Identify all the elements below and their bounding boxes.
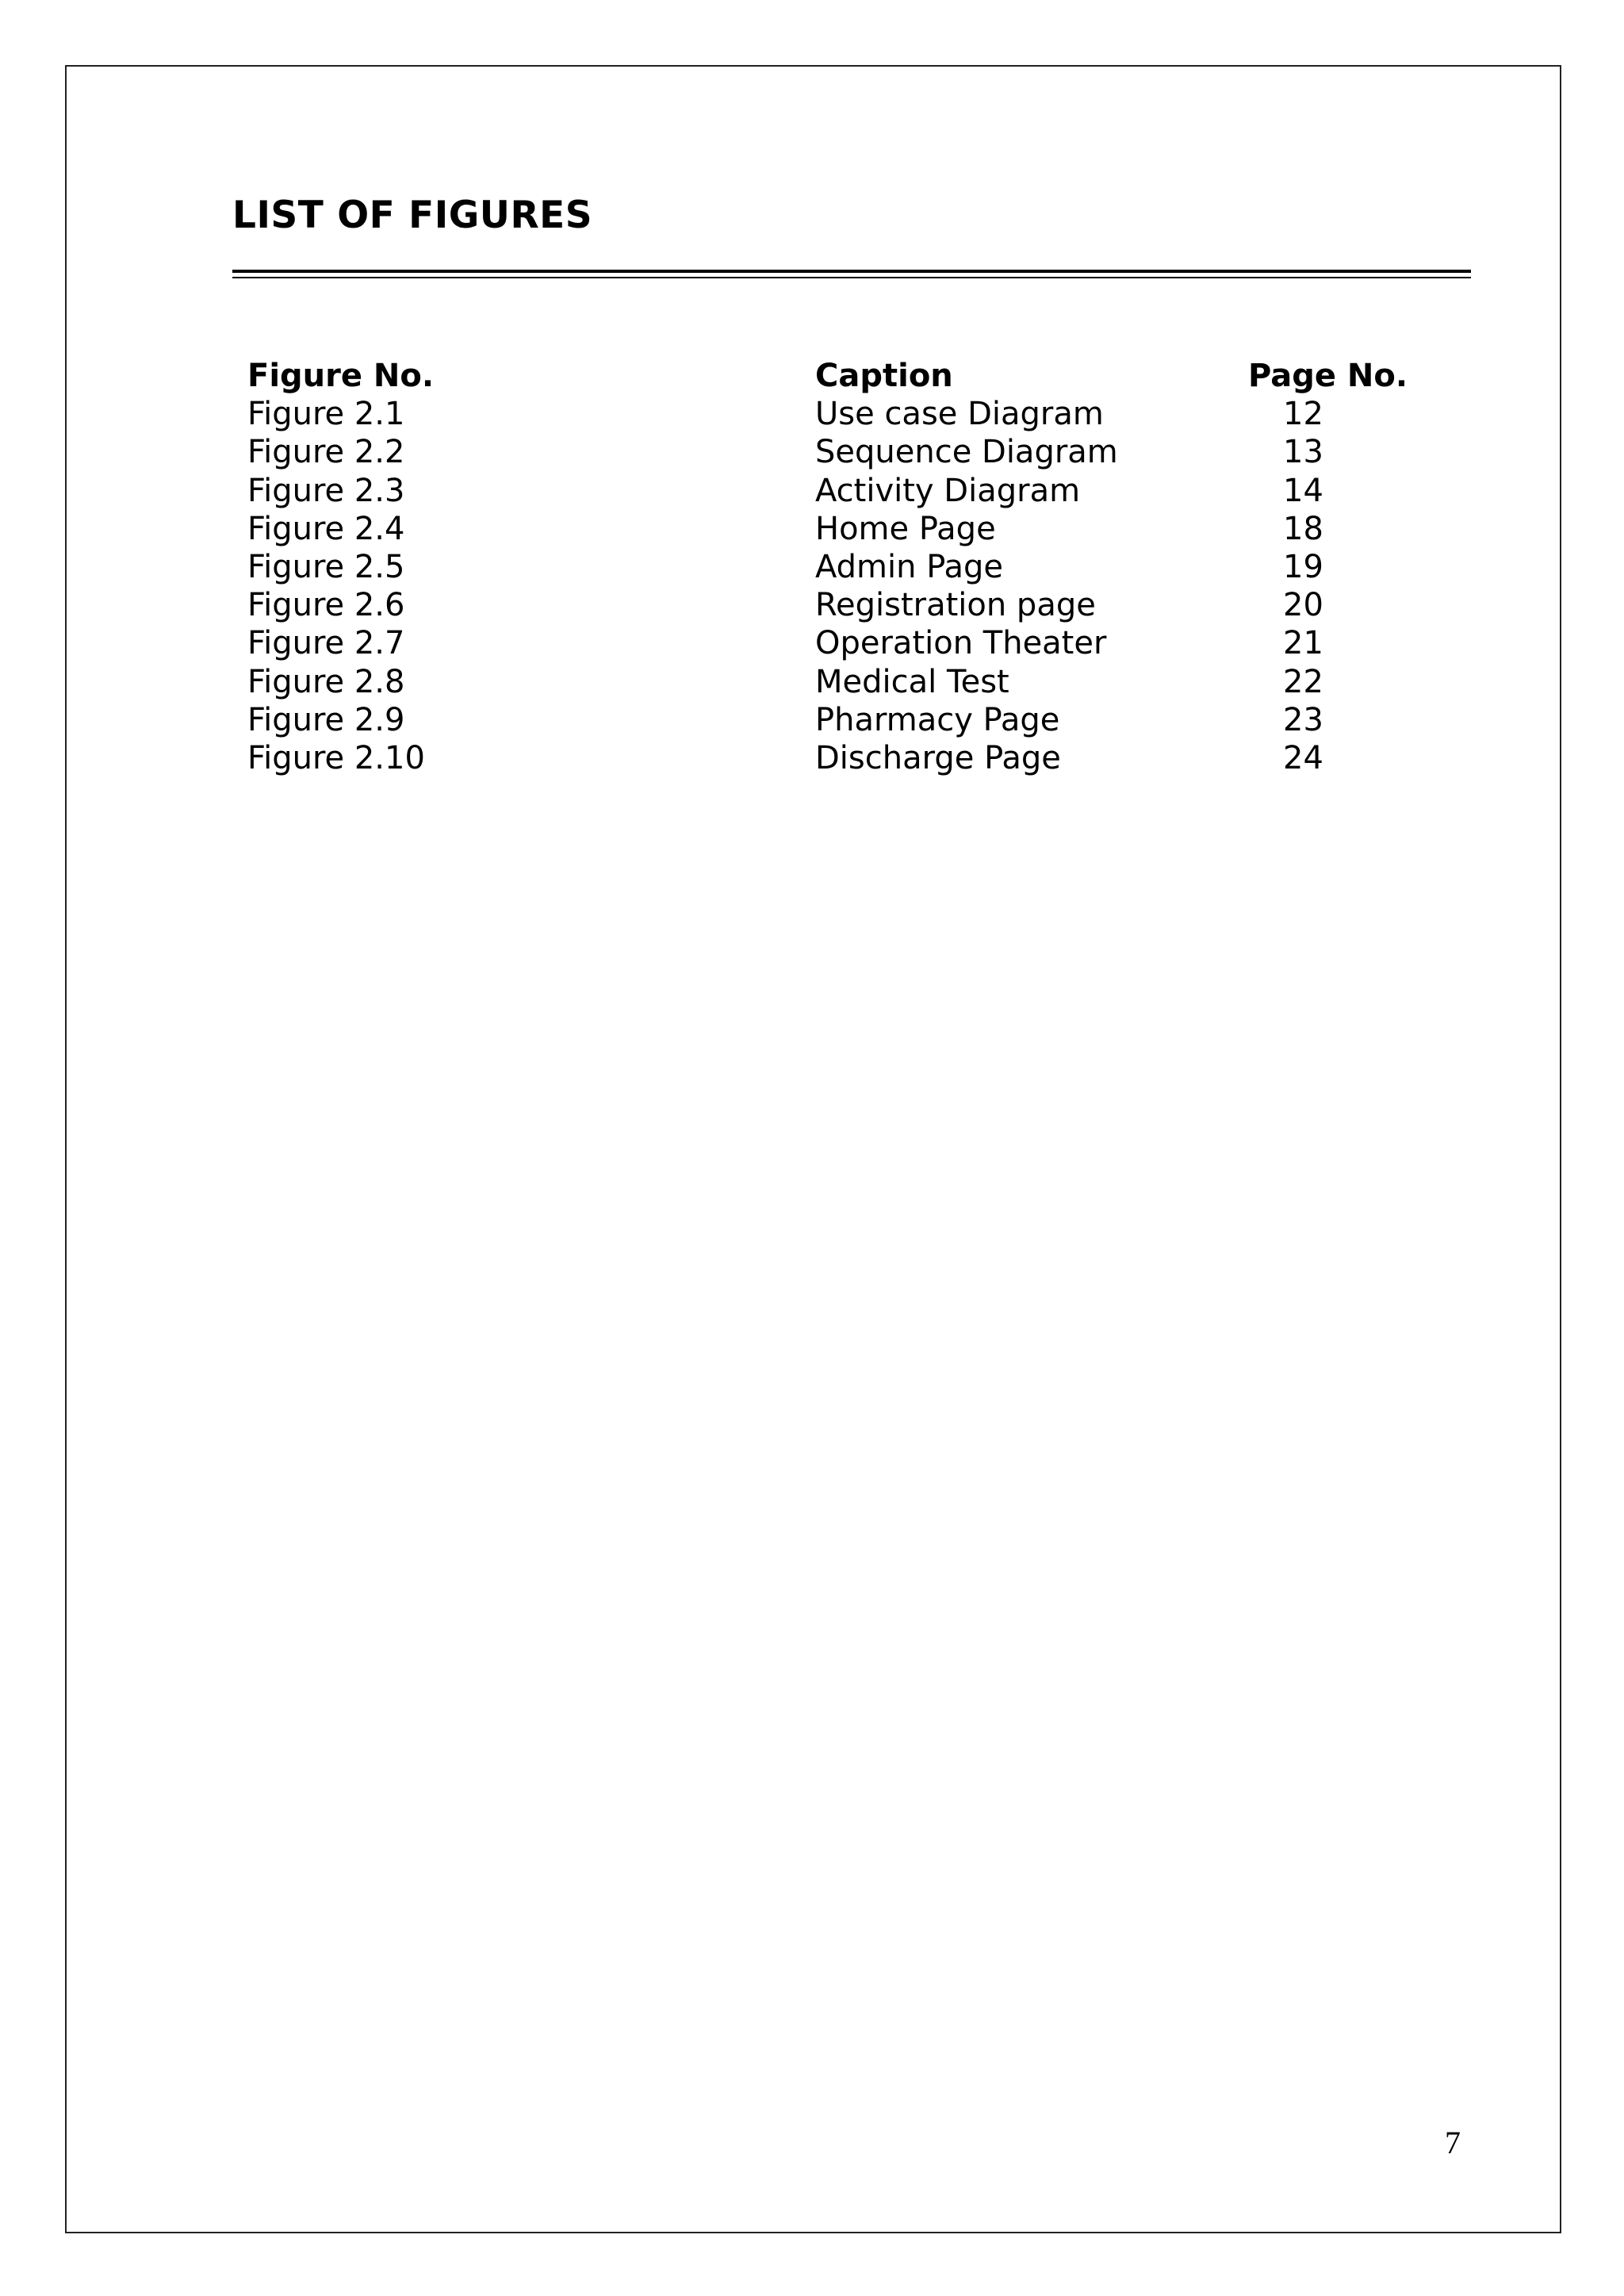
figure-page-number: 20: [1283, 587, 1323, 624]
figure-number: Figure 2.9: [247, 701, 405, 738]
figure-number: Figure 2.7: [247, 625, 405, 662]
figure-page-number: 14: [1283, 472, 1323, 509]
figure-number: Figure 2.1: [247, 396, 405, 433]
figure-caption: Pharmacy Page: [815, 701, 1060, 738]
table-row: [247, 663, 1484, 701]
table-row: [247, 739, 1484, 777]
header-caption: Caption: [815, 358, 953, 394]
table-row: [247, 472, 1484, 510]
figure-caption: Operation Theater: [815, 625, 1107, 662]
figure-page-number: 21: [1283, 625, 1323, 662]
figure-number: Figure 2.8: [247, 663, 405, 700]
figure-page-number: 13: [1283, 434, 1323, 471]
figure-caption: Sequence Diagram: [815, 434, 1118, 471]
table-row: [247, 433, 1484, 471]
table-row: [247, 701, 1484, 739]
figure-page-number: 23: [1283, 701, 1323, 738]
figure-page-number: 19: [1283, 548, 1323, 585]
figure-page-number: 12: [1283, 396, 1323, 433]
table-row: [247, 548, 1484, 586]
table-row: [247, 510, 1484, 548]
table-header-row: [247, 357, 1484, 395]
figure-number: Figure 2.4: [247, 510, 405, 547]
figure-page-number: 22: [1283, 663, 1323, 700]
figure-caption: Activity Diagram: [815, 472, 1081, 509]
table-row: [247, 586, 1484, 624]
table-row: [247, 624, 1484, 662]
table-body: [247, 395, 1484, 777]
title-rule-thin: [232, 277, 1471, 278]
figure-caption: Discharge Page: [815, 739, 1061, 776]
header-page-no: Page No.: [1248, 358, 1408, 394]
figure-caption: Use case Diagram: [815, 396, 1104, 433]
table-row: [247, 395, 1484, 433]
figure-number: Figure 2.10: [247, 739, 425, 776]
figure-page-number: 18: [1283, 510, 1323, 547]
page-title: LIST OF FIGURES: [232, 194, 593, 237]
figure-number: Figure 2.3: [247, 472, 405, 509]
page-number: 7: [1445, 2125, 1461, 2160]
figure-caption: Admin Page: [815, 548, 1004, 585]
figure-caption: Registration page: [815, 587, 1096, 624]
figure-number: Figure 2.5: [247, 548, 405, 585]
title-rule-thick: [232, 270, 1471, 273]
figure-caption: Medical Test: [815, 663, 1009, 700]
header-figure-no: Figure No.: [247, 358, 435, 394]
figure-caption: Home Page: [815, 510, 996, 547]
figures-table: [247, 357, 1484, 777]
figure-number: Figure 2.6: [247, 587, 405, 624]
figure-page-number: 24: [1283, 739, 1323, 776]
figure-number: Figure 2.2: [247, 434, 405, 471]
